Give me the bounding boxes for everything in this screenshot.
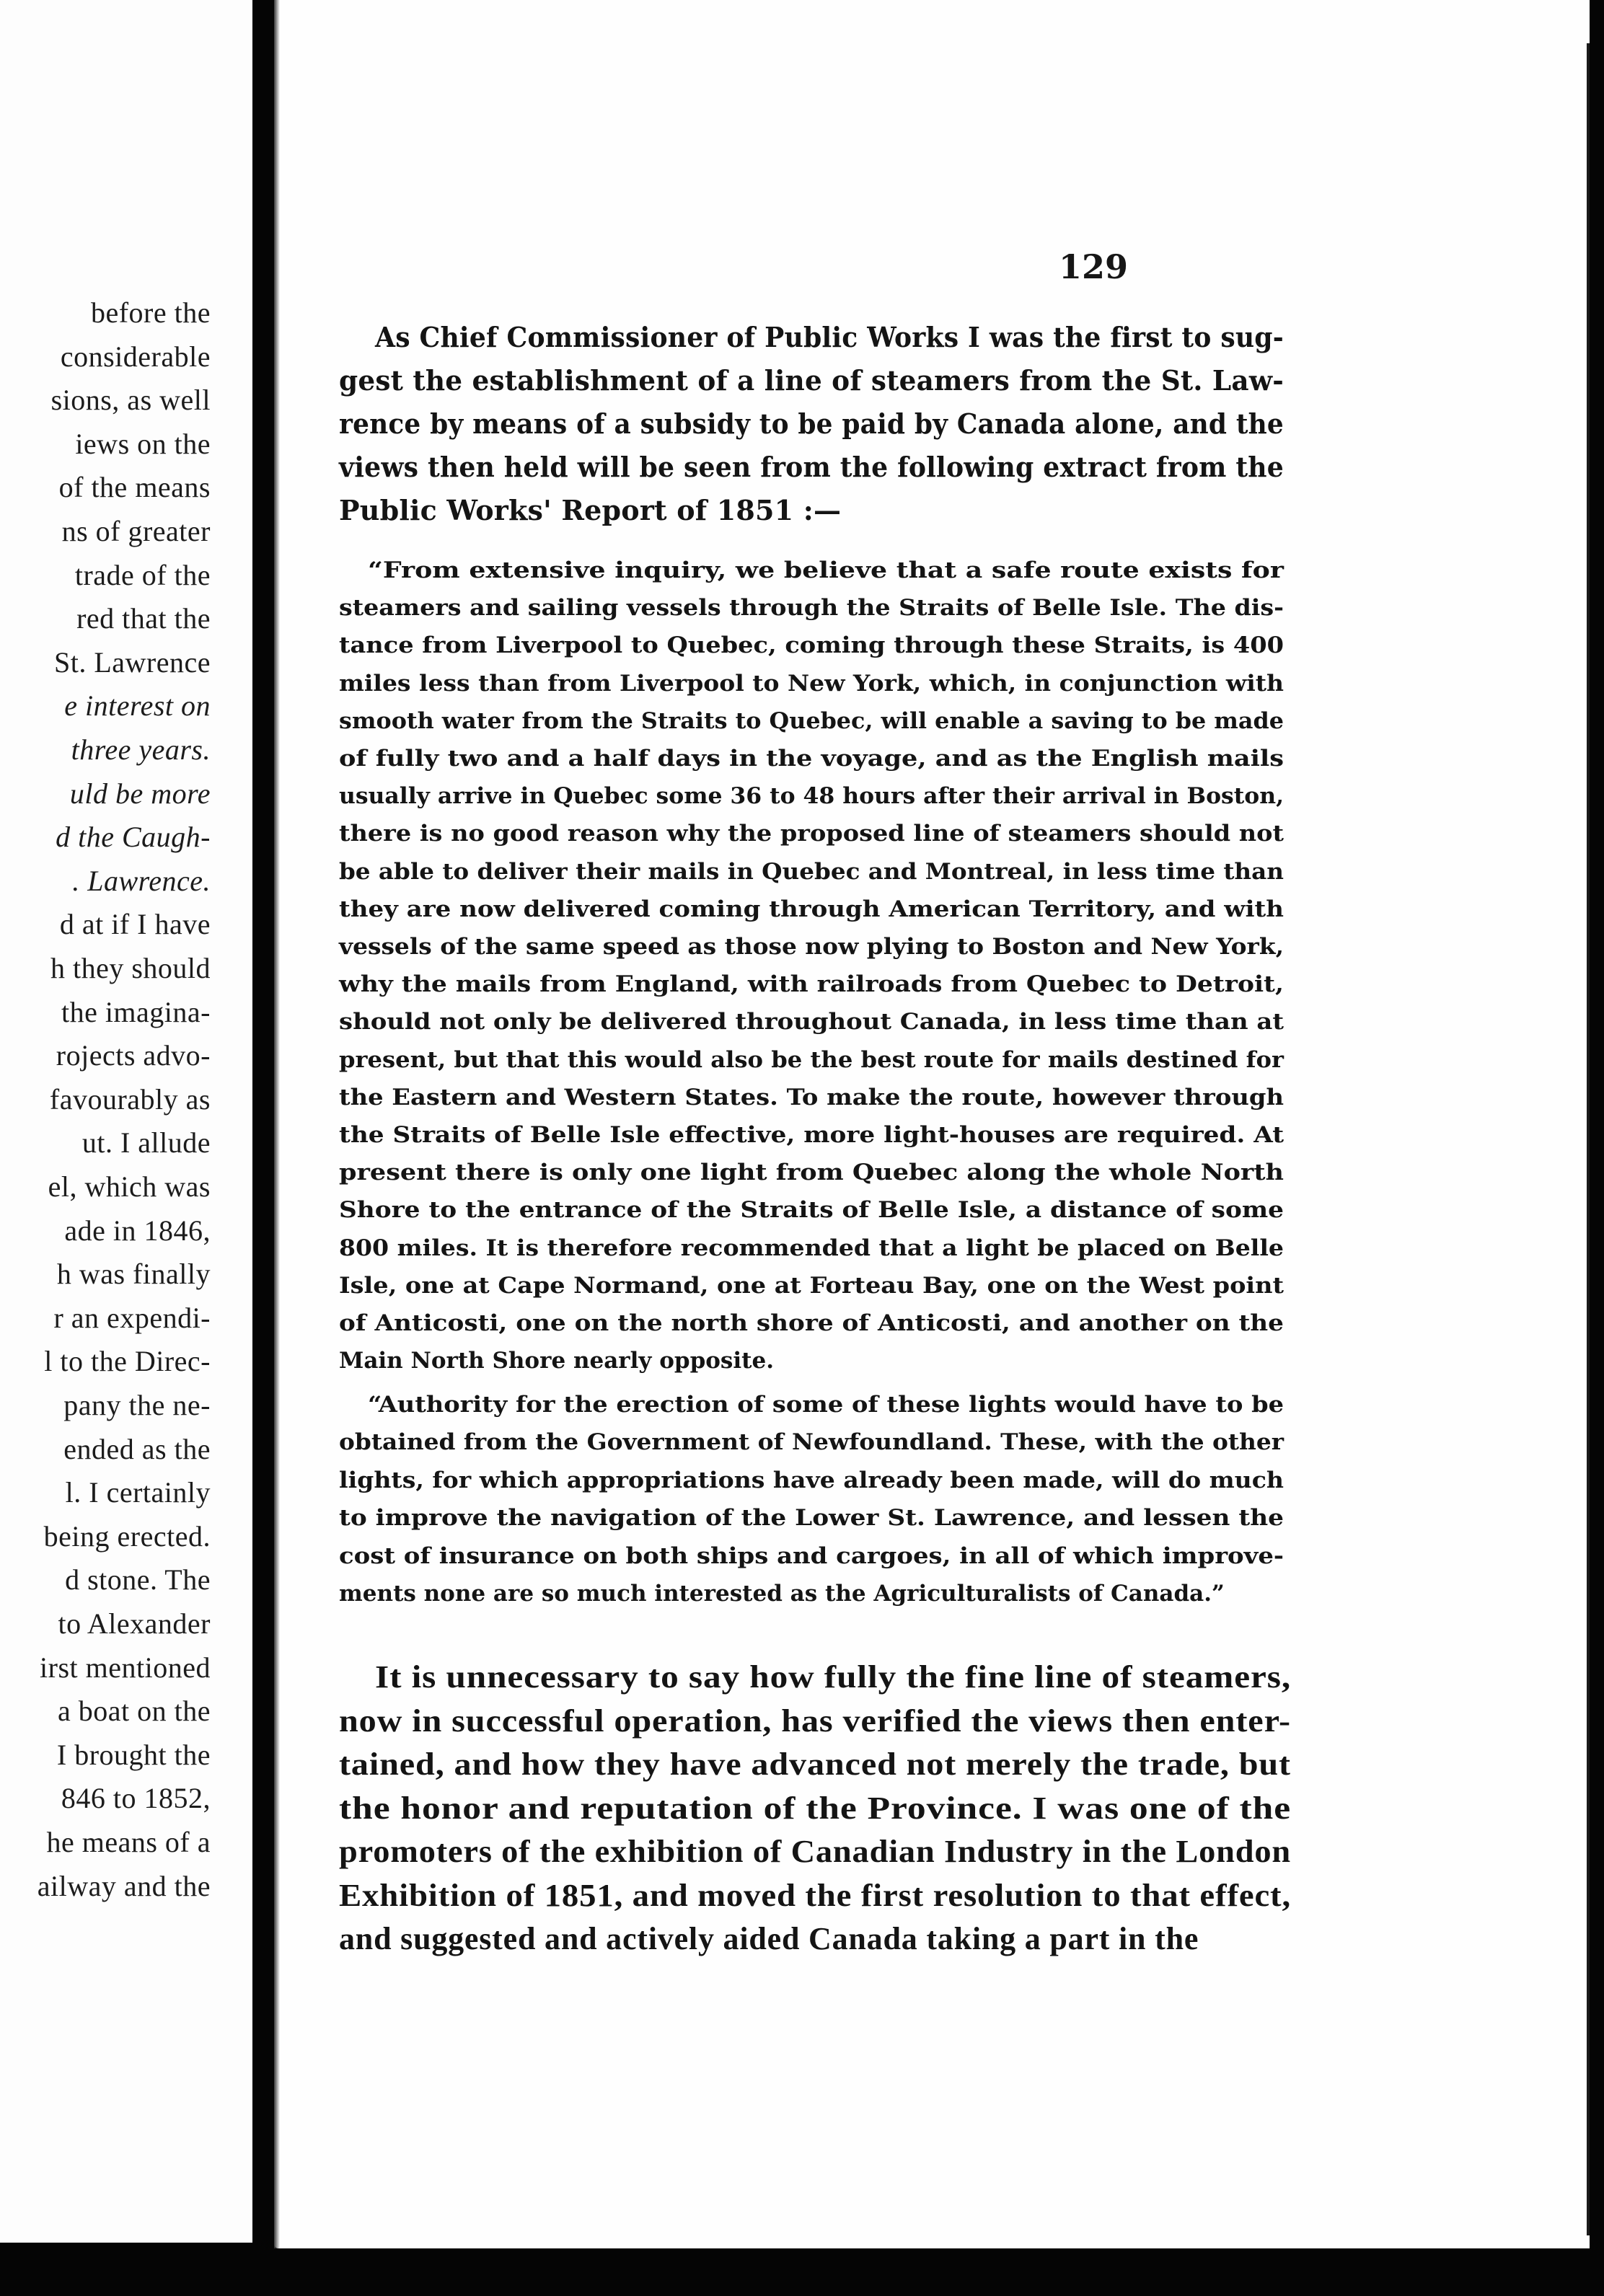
body-text-line: and suggested and actively aided Canada taking a part in the [339, 1921, 1199, 1956]
facing-page-line: trade of the [74, 558, 211, 591]
extract-text-line: of fully two and a half days in the voyage, and as the English mails [339, 746, 1284, 772]
book-gutter [252, 0, 274, 2296]
extract-text-line: cost of insurance on both ships and cargoes, in all of which improve- [339, 1542, 1284, 1569]
body-text-line: views then held will be seen from the following extract from the [339, 451, 1284, 483]
facing-page-line: d at if I have [59, 908, 211, 941]
facing-page-line: iews on the [75, 427, 211, 460]
facing-page-fragment [0, 0, 252, 2243]
extract-text-line: “Authority for the erection of some of these lights would have to be [368, 1392, 1284, 1418]
facing-page-line: rojects advo- [56, 1039, 211, 1072]
extract-text-line: be able to deliver their mails in Quebec and Montreal, in less time than [339, 858, 1284, 885]
extract-text-line: they are now delivered coming through American Territory, and with [339, 896, 1284, 922]
extract-text-line: usually arrive in Quebec some 36 to 48 hours after their arrival in Boston, [339, 783, 1284, 810]
facing-page-line: l to the Direc- [44, 1345, 211, 1378]
page-edge [1587, 43, 1590, 2235]
extract-text-line: Main North Shore nearly opposite. [339, 1348, 774, 1374]
extract-text-line: Isle, one at Cape Normand, one at Forteau Bay, one on the West point [339, 1272, 1284, 1299]
facing-page-line: St. Lawrence [53, 645, 211, 679]
page-number: 129 [1059, 247, 1129, 286]
facing-page-line: r an expendi- [53, 1301, 211, 1334]
extract-text-line: smooth water from the Straits to Quebec, will enable a saving to be made [339, 707, 1284, 734]
facing-page-line: considerable [60, 340, 211, 373]
facing-page-line: three years. [71, 733, 211, 766]
extract-text-line: present there is only one light from Quebec along the whole North [339, 1160, 1284, 1186]
facing-page-line: l. I certainly [65, 1476, 211, 1509]
facing-page-line: ut. I allude [81, 1126, 211, 1160]
facing-page-line: he means of a [46, 1826, 211, 1858]
facing-page-line: d the Caugh- [56, 821, 211, 854]
facing-page-line: ade in 1846, [64, 1214, 211, 1247]
facing-page-line: ended as the [63, 1432, 211, 1465]
facing-page-line: the imagina- [61, 995, 211, 1028]
facing-page-line: . Lawrence. [72, 864, 211, 897]
extract-text-line: lights, for which appropriations have already been made, will do much [339, 1467, 1284, 1493]
extract-text-line: Shore to the entrance of the Straits of Belle Isle, a distance of some [339, 1197, 1284, 1224]
body-text-line: the honor and reputation of the Province. I was one of the [339, 1790, 1292, 1826]
facing-page-line: to Alexander [58, 1607, 211, 1640]
facing-page-line: irst mentioned [40, 1651, 211, 1684]
facing-page-line: h was finally [56, 1258, 211, 1291]
body-text-line: It is unnecessary to say how fully the fine line of steamers, [375, 1659, 1292, 1695]
facing-page-line: I brought the [56, 1738, 211, 1771]
facing-page-line: sions, as well [50, 384, 211, 417]
page-129 [274, 0, 1590, 2248]
extract-text-line: present, but that this would also be the best route for mails destined for [339, 1046, 1284, 1073]
facing-page-line: being erected. [43, 1519, 211, 1553]
facing-page-line: red that the [76, 602, 211, 635]
extract-text-line: obtained from the Government of Newfoundland. These, with the other [339, 1429, 1284, 1456]
extract-text-line: “From extensive inquiry, we believe that a safe route exists for [368, 557, 1284, 583]
facing-page-line: el, which was [48, 1170, 211, 1203]
facing-page-line: before the [90, 296, 211, 329]
body-text-line: rence by means of a subsidy to be paid by Canada alone, and the [339, 407, 1284, 440]
extract-text-line: of Anticosti, one on the north shore of Anticosti, and another on the [339, 1310, 1284, 1336]
facing-page-line: of the means [58, 471, 211, 504]
facing-page-line: favourably as [49, 1082, 211, 1116]
extract-text-line: to improve the navigation of the Lower St. Lawrence, and lessen the [339, 1505, 1284, 1532]
body-text-line: Public Works' Report of 1851 :— [339, 494, 842, 526]
extract-text-line: miles less than from Liverpool to New York, which, in conjunction with [339, 670, 1284, 697]
extract-text-line: why the mails from England, with railroads from Quebec to Detroit, [339, 971, 1284, 998]
extract-text-line: should not only be delivered throughout Canada, in less time than at [339, 1009, 1284, 1036]
body-text-line: As Chief Commissioner of Public Works I was the first to sug- [375, 321, 1284, 353]
extract-text-line: the Straits of Belle Isle effective, more light-houses are required. At [339, 1122, 1284, 1148]
gutter-shadow [274, 0, 280, 2248]
facing-page-line: d stone. The [65, 1563, 211, 1597]
extract-text-line: the Eastern and Western States. To make the route, however through [339, 1084, 1284, 1111]
facing-page-line: uld be more [69, 777, 211, 810]
facing-page-line: ailway and the [37, 1869, 211, 1902]
facing-page-line: h they should [50, 952, 211, 984]
extract-text-line: there is no good reason why the proposed line of steamers should not [339, 821, 1284, 847]
body-text-line: gest the establishment of a line of steamers from the St. Law- [339, 364, 1284, 397]
facing-page-line: ns of greater [61, 515, 211, 547]
body-text-line: tained, and how they have advanced not merely the trade, but [339, 1747, 1291, 1782]
body-text-line: Exhibition of 1851, and moved the first resolution to that effect, [339, 1877, 1292, 1913]
facing-page-line: e interest on [64, 689, 211, 723]
extract-text-line: steamers and sailing vessels through the Straits of Belle Isle. The dis- [339, 595, 1284, 622]
extract-text-line: tance from Liverpool to Quebec, coming through these Straits, is 400 [339, 632, 1284, 659]
facing-page-line: pany the ne- [63, 1389, 211, 1421]
extract-text-line: 800 miles. It is therefore recommended that a light be placed on Belle [339, 1235, 1284, 1261]
body-text-line: now in successful operation, has verified the views then enter- [339, 1703, 1291, 1739]
extract-text-line: vessels of the same speed as those now plying to Boston and New York, [339, 934, 1284, 960]
facing-page-line: a boat on the [58, 1695, 211, 1728]
body-text-line: promoters of the exhibition of Canadian Industry in the London [339, 1834, 1292, 1869]
scan-bottom-border [0, 2248, 1604, 2296]
extract-text-line: ments none are so much interested as the Agriculturalists of Canada.” [339, 1581, 1225, 1607]
facing-page-line: 846 to 1852, [61, 1782, 211, 1815]
